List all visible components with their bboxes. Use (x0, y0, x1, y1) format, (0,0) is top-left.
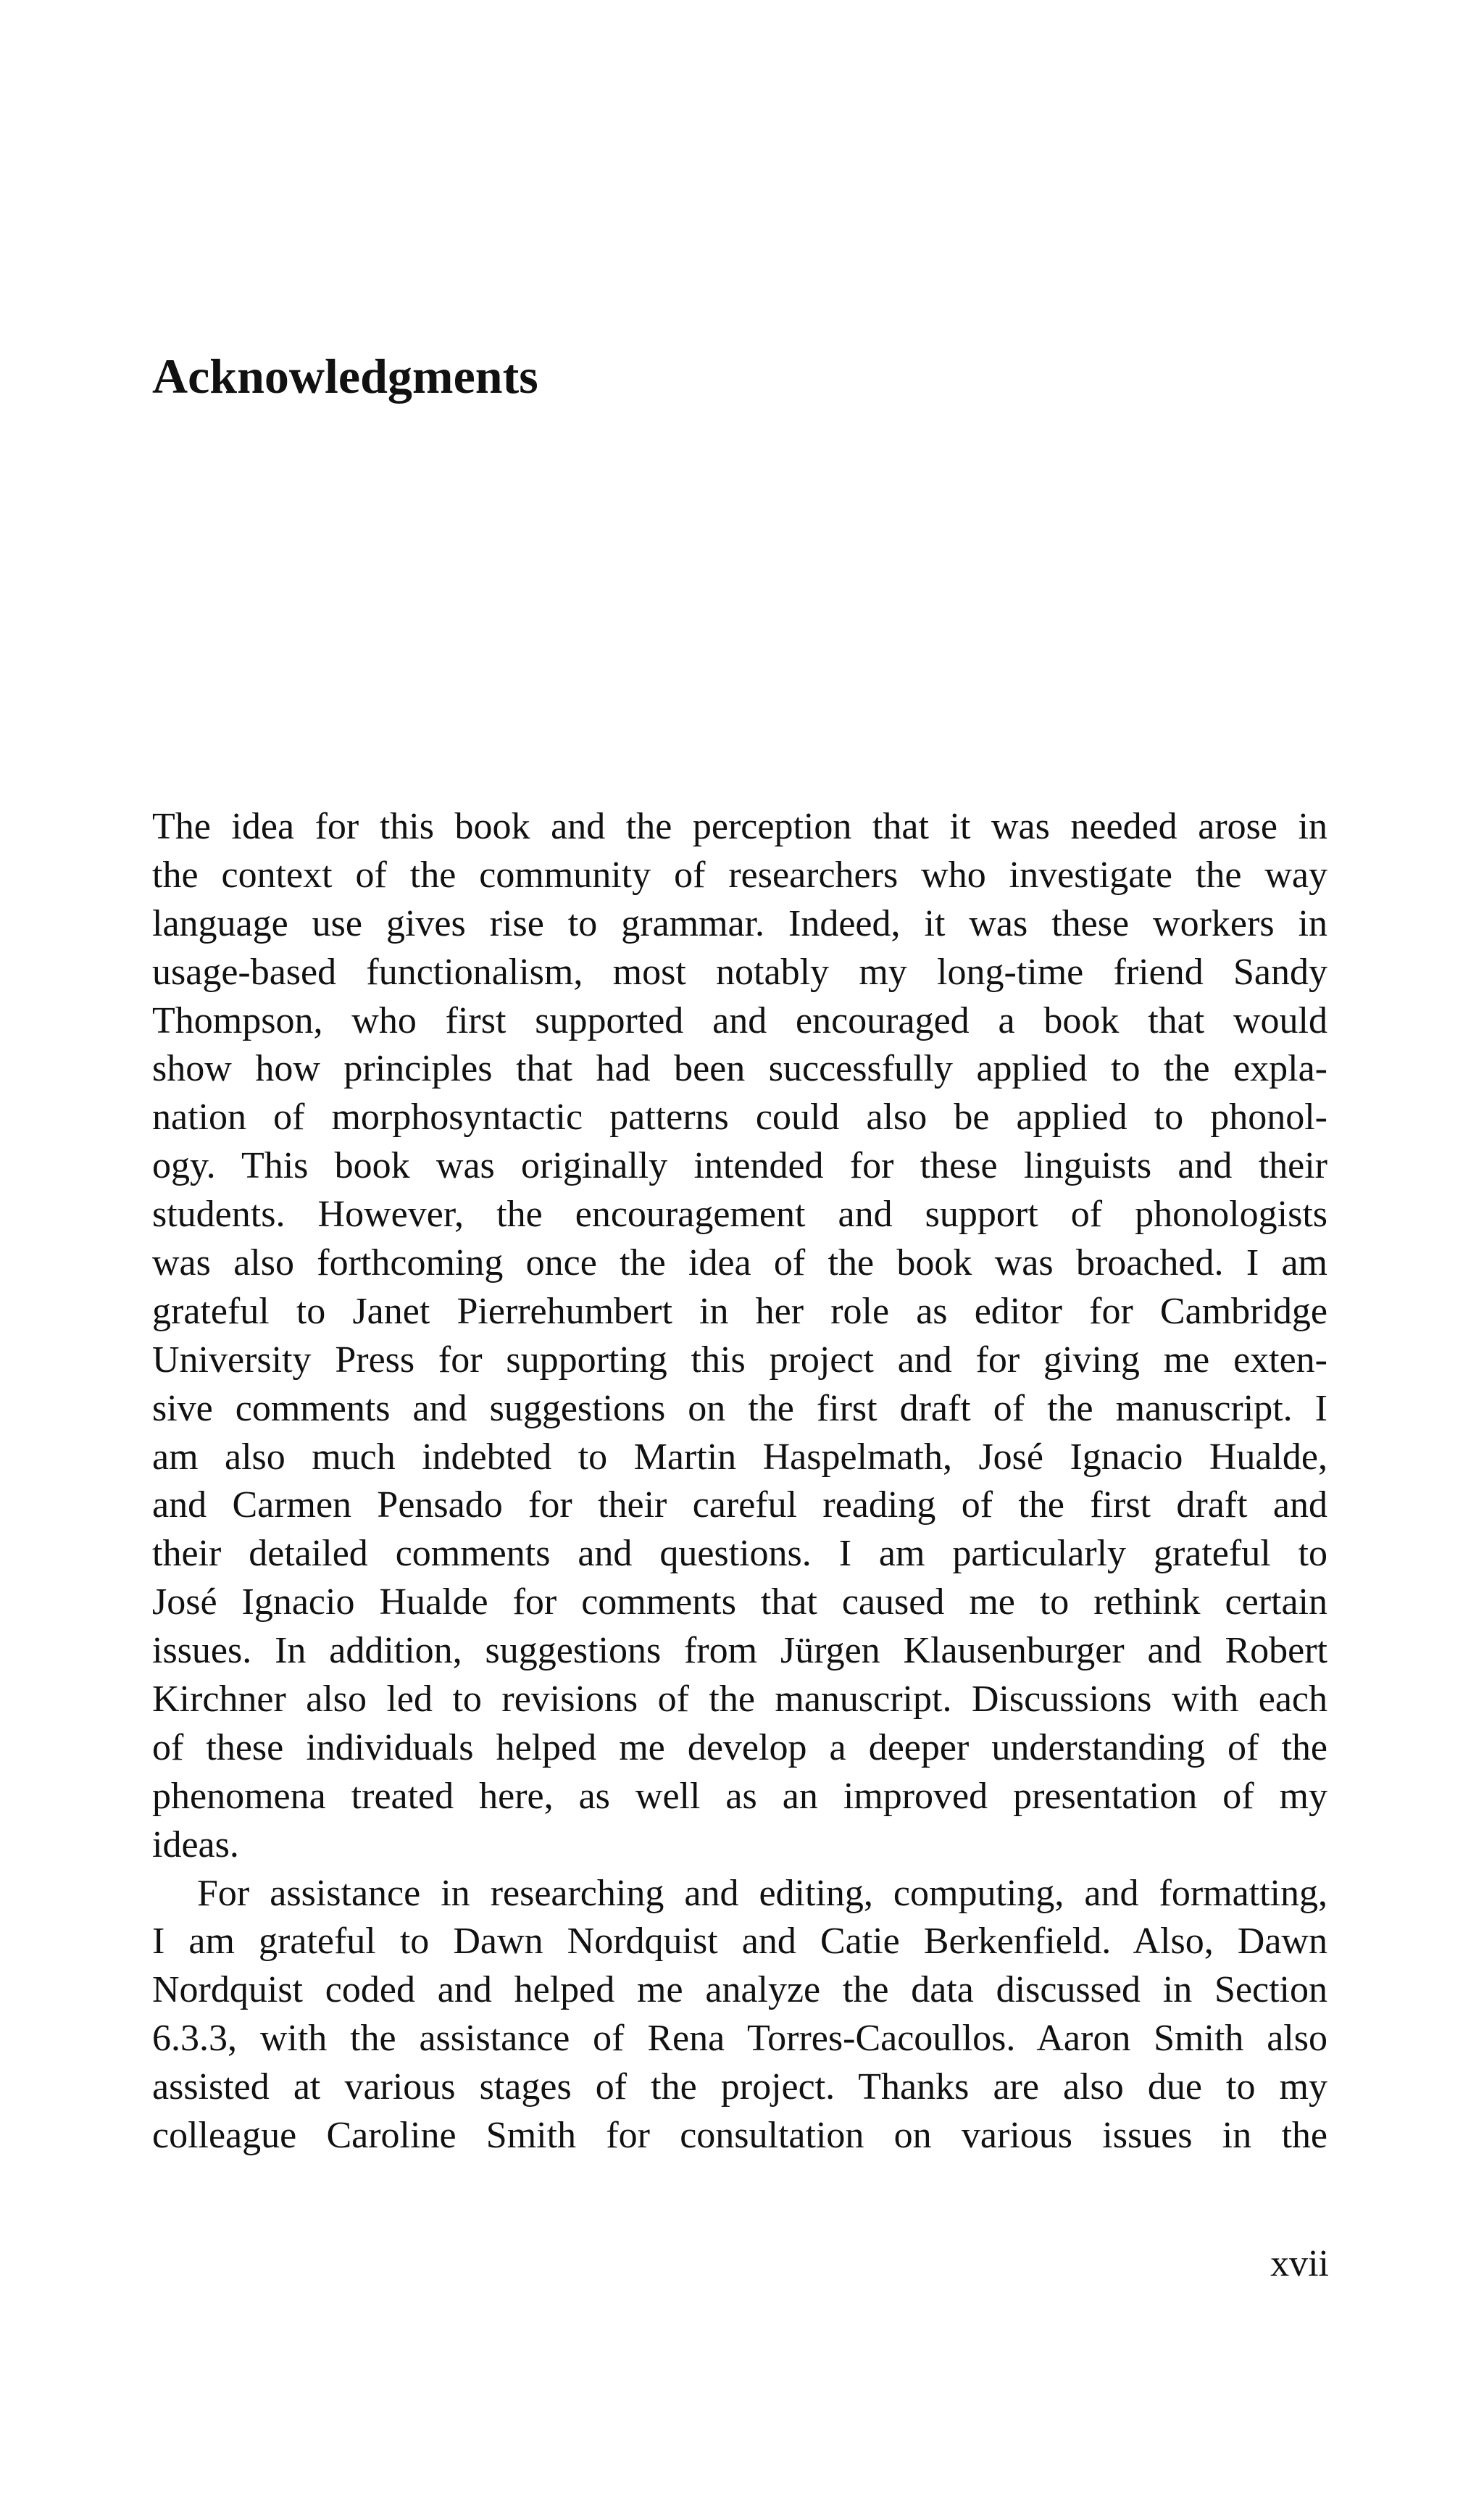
text-line: nation of morphosyntactic patterns could also be applied to phonol- (152, 1097, 1327, 1139)
text-line: usage-based functionalism, most notably my long-time friend Sandy (152, 951, 1327, 993)
text-line: The idea for this book and the perception that it was needed arose in (152, 806, 1327, 847)
text-line: Kirchner also led to revisions of the manuscript. Discussions with each (152, 1678, 1327, 1721)
text-line: the context of the community of researchers who investigate the way (152, 854, 1327, 896)
page-number: xvii (1270, 2243, 1329, 2284)
text-line: am also much indebted to Martin Haspelmath, José Ignacio Hualde, (152, 1436, 1327, 1478)
text-line: colleague Caroline Smith for consultation on various issues in the (152, 2115, 1327, 2157)
text-line: Nordquist coded and helped me analyze the data discussed in Section (152, 1969, 1327, 2011)
text-line: Thompson, who first supported and encouraged a book that would (152, 999, 1327, 1041)
text-line: For assistance in researching and editing, computing, and formatting, (197, 1872, 1327, 1914)
text-line: assisted at various stages of the project. Thanks are also due to my (152, 2066, 1327, 2108)
text-line: and Carmen Pensado for their careful reading of the first draft and (152, 1484, 1327, 1526)
text-line: issues. In addition, suggestions from Jürgen Klausenburger and Robert (152, 1630, 1327, 1672)
text-line: José Ignacio Hualde for comments that caused me to rethink certain (152, 1581, 1327, 1623)
text-line: of these individuals helped me develop a deeper understanding of the (152, 1726, 1327, 1768)
text-line: was also forthcoming once the idea of the book was broached. I am (152, 1242, 1327, 1284)
page-title: Acknowledgments (152, 349, 538, 404)
text-line: students. However, the encouragement and support of phonologists (152, 1194, 1327, 1236)
text-line: grateful to Janet Pierrehumbert in her role as editor for Cambridge (152, 1290, 1327, 1332)
text-line: ideas. (152, 1823, 239, 1865)
paragraph-2 (152, 1870, 1327, 2160)
text-line: their detailed comments and questions. I am particularly grateful to (152, 1533, 1327, 1575)
text-line: sive comments and suggestions on the first draft of the manuscript. I (152, 1387, 1327, 1429)
text-line: language use gives rise to grammar. Indeed, it was these workers in (152, 902, 1327, 944)
text-line: phenomena treated here, as well as an improved presentation of my (152, 1775, 1327, 1817)
text-line: show how principles that had been successfully applied to the expla- (152, 1048, 1327, 1090)
text-line: University Press for supporting this project and for giving me exten- (152, 1339, 1327, 1381)
text-line: I am grateful to Dawn Nordquist and Catie Berkenfield. Also, Dawn (152, 1921, 1327, 1963)
paragraph-1 (152, 803, 1327, 1870)
text-line: 6.3.3, with the assistance of Rena Torres-Cacoullos. Aaron Smith also (152, 2018, 1327, 2060)
body-text (152, 803, 1327, 2160)
text-line: ogy. This book was originally intended for these linguists and their (152, 1145, 1327, 1187)
